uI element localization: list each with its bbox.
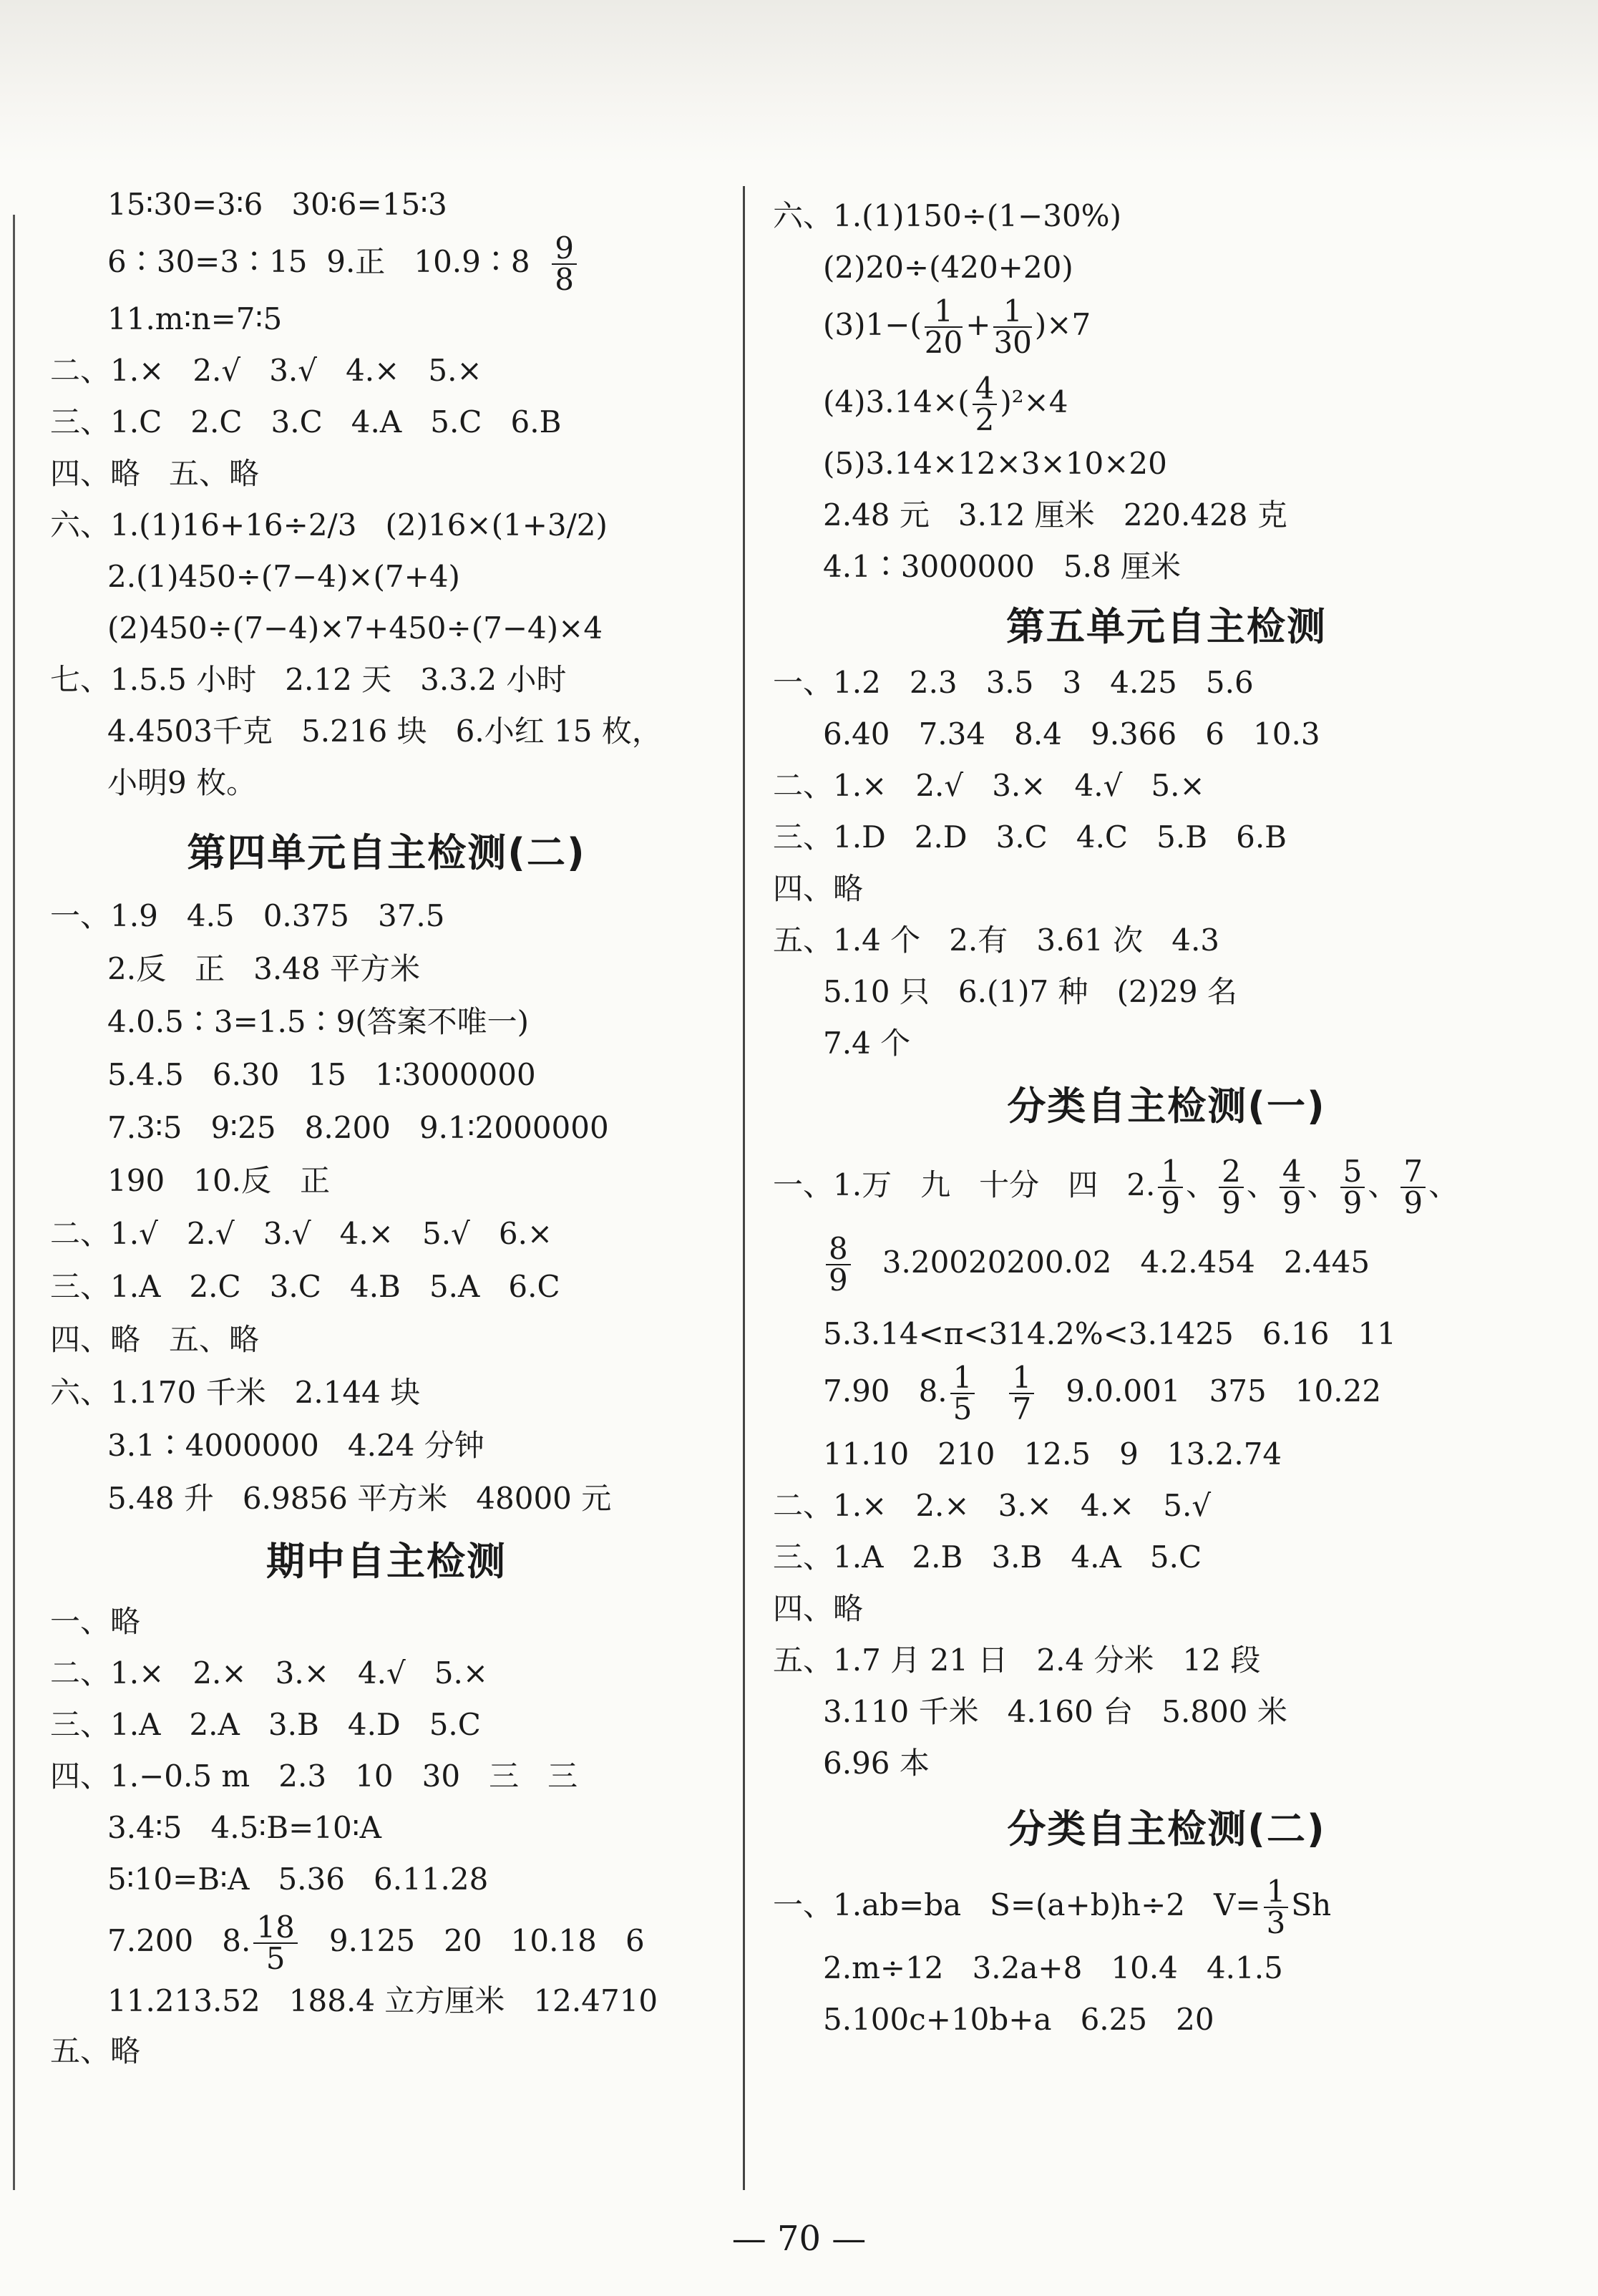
answer-line: (2)20÷(420+20) — [823, 250, 1073, 285]
answer-line: 一、1.2 2.3 3.5 3 4.25 5.6 — [773, 665, 1254, 700]
fraction: $\frac{1}{7}$ — [1009, 1363, 1034, 1424]
answer-line: 六、1.(1)16+16÷2/3 (2)16×(1+3/2) — [50, 507, 608, 543]
answer-line: 四、略 五、略 — [50, 456, 260, 491]
answer-line: 5.48 升 6.9856 平方米 48000 元 — [107, 1481, 612, 1516]
fraction: $\frac{8}{9}$ — [826, 1234, 851, 1295]
answer-line: 六、1.170 千米 2.144 块 — [50, 1375, 421, 1410]
answer-line: 五、1.4 个 2.有 3.61 次 4.3 — [773, 923, 1220, 958]
answer-line: 三、1.D 2.D 3.C 4.C 5.B 6.B — [773, 819, 1287, 855]
column-divider — [743, 186, 745, 2190]
page-number: — 70 — — [731, 2219, 867, 2259]
answer-line: 6∶30=3∶15 9.正 10.9∶8 $\frac{9}{8}$ — [50, 223, 723, 301]
answer-line: 二、1.× 2.× 3.× 4.√ 5.× — [50, 1655, 489, 1691]
fraction: $\frac{2}{9}$ — [1219, 1157, 1244, 1218]
answer-line: 五、1.7 月 21 日 2.4 分米 12 段 — [773, 1643, 1261, 1678]
answer-line: (2)450÷(7−4)×7+450÷(7−4)×4 — [107, 611, 603, 646]
answer-line: 一、1.ab=ba S=(a+b)h÷2 V= $\frac{1}{3}$ Sh — [773, 1874, 1332, 1940]
answer-line: 四、略 五、略 — [50, 1322, 260, 1357]
answer-line: 2.反 正 3.48 平方米 — [107, 951, 421, 986]
fraction: $\frac{1}{30}$ — [993, 293, 1032, 360]
answer-line: 3.4∶5 4.5∶B=10∶A — [107, 1810, 381, 1845]
answer-line: 一、略 — [50, 1604, 141, 1639]
answer-line: 4.4503千克 5.216 块 6.小红 15 枚， — [107, 714, 662, 749]
fraction: $\frac{1}{9}$ — [1158, 1157, 1183, 1218]
fraction: $\frac{1}{3}$ — [1264, 1877, 1289, 1938]
answer-line: (3)1−( $\frac{1}{20}$ + $\frac{1}{30}$ )×7 — [823, 293, 1091, 360]
answer-line: 5.10 只 6.(1)7 种 (2)29 名 — [823, 974, 1237, 1009]
answer-line: 二、1.× 2.√ 3.√ 4.× 5.× — [50, 353, 482, 388]
answer-line: 四、1.−0.5 m 2.3 10 30 三 三 — [50, 1759, 578, 1794]
answer-line: 二、1.× 2.√ 3.× 4.√ 5.× — [773, 768, 1205, 803]
answer-line: 6.96 本 — [823, 1746, 930, 1781]
answer-line: 四、略 — [773, 1591, 864, 1626]
answer-line: 一、1.9 4.5 0.375 37.5 — [50, 898, 445, 933]
answer-line: 15∶30=3∶6 30∶6=15∶3 — [107, 187, 447, 222]
answer-line: 2.m÷12 3.2a+8 10.4 4.1.5 — [823, 1950, 1283, 1985]
fraction: $\frac{7}{9}$ — [1400, 1157, 1426, 1218]
left-edge-rule — [13, 215, 15, 2190]
fraction: $\frac{5}{9}$ — [1340, 1157, 1365, 1218]
fraction: $\frac{1}{20}$ — [924, 293, 963, 360]
answer-line: 6.40 7.34 8.4 9.366 6 10.3 — [823, 716, 1320, 751]
answer-line: 六、1.(1)150÷(1−30%) — [773, 198, 1121, 233]
section-title: 第四单元自主检测(二) — [187, 830, 586, 875]
answer-line: 3.110 千米 4.160 台 5.800 米 — [823, 1694, 1287, 1729]
answer-line: 7.90 8. $\frac{1}{5}$ $\frac{1}{7}$ 9.0.001 375 10.22 — [823, 1360, 1382, 1426]
answer-line: 三、1.A 2.B 3.B 4.A 5.C — [773, 1539, 1202, 1575]
answer-line: (5)3.14×12×3×10×20 — [823, 446, 1167, 481]
fraction: $\frac{4}{9}$ — [1280, 1157, 1305, 1218]
section-title: 分类自主检测(一) — [1007, 1084, 1326, 1129]
section-title: 第五单元自主检测 — [1006, 604, 1327, 649]
answer-line: 7.4 个 — [823, 1026, 911, 1061]
answer-line: 小明9 枚。 — [107, 765, 257, 800]
answer-line: $\frac{8}{9}$ 3.20020200.02 4.2.454 2.445 — [773, 1224, 1560, 1301]
answer-line: 11.213.52 188.4 立方厘米 12.4710 — [107, 1983, 658, 2018]
answer-line: 5∶10=B∶A 5.36 6.11.28 — [107, 1862, 489, 1897]
answer-line: 2.48 元 3.12 厘米 220.428 克 — [823, 497, 1287, 532]
answer-line: 四、略 — [773, 871, 864, 906]
answer-line: 4.1∶3000000 5.8 厘米 — [823, 549, 1182, 584]
answer-line: 11.m∶n=7∶5 — [107, 301, 283, 336]
fraction: $\frac{1}{5}$ — [950, 1363, 975, 1424]
section-title: 分类自主检测(二) — [1007, 1806, 1326, 1852]
answer-line: 5.100c+10b+a 6.25 20 — [823, 2002, 1214, 2037]
answer-line: 一、1.万 九 十分 四 2. $\frac{1}{9}$ 、 $\frac{2}{9}$ 、 $\frac{4}{9}$ 、 $\frac{5}{9}$ 、 $\frac{7}{9}$ 、 — [773, 1154, 1459, 1220]
right-column — [773, 186, 1560, 2038]
fraction: $\frac{4}{2}$ — [973, 374, 998, 435]
answer-line: 5.4.5 6.30 15 1∶3000000 — [107, 1057, 536, 1092]
answer-line: (4)3.14×( $\frac{4}{2}$ )²×4 — [823, 371, 1068, 437]
answer-line: 5.3.14<π<314.2%<3.1425 6.16 11 — [823, 1316, 1396, 1351]
answer-line: 五、略 — [50, 2033, 141, 2068]
answer-line: 三、1.A 2.A 3.B 4.D 5.C — [50, 1707, 481, 1742]
fraction: $\frac{18}{5}$ — [253, 1912, 297, 1974]
answer-line: 2.(1)450÷(7−4)×(7+4) — [107, 559, 460, 594]
fraction: $\frac{9}{8}$ — [552, 233, 577, 295]
answer-line: 11.10 210 12.5 9 13.2.74 — [823, 1436, 1282, 1472]
answer-line: 3.1∶4000000 4.24 分钟 — [107, 1428, 484, 1463]
answer-line: 7.3∶5 9∶25 8.200 9.1∶2000000 — [107, 1110, 609, 1145]
answer-line: 二、1.× 2.× 3.× 4.× 5.√ — [773, 1488, 1212, 1523]
scan-top-band — [0, 0, 1598, 165]
answer-line: 七、1.5.5 小时 2.12 天 3.3.2 小时 — [50, 662, 567, 697]
answer-line: 二、1.√ 2.√ 3.√ 4.× 5.√ 6.× — [50, 1216, 553, 1251]
answer-line: 三、1.C 2.C 3.C 4.A 5.C 6.B — [50, 404, 562, 439]
answer-line: 190 10.反 正 — [107, 1163, 331, 1198]
answer-line: 4.0.5∶3=1.5∶9(答案不唯一) — [107, 1004, 530, 1039]
left-column — [50, 186, 723, 2070]
answer-line: 7.200 8. $\frac{18}{5}$ 9.125 20 10.18 6 — [107, 1910, 645, 1976]
section-title: 期中自主检测 — [266, 1539, 507, 1584]
answer-line: 三、1.A 2.C 3.C 4.B 5.A 6.C — [50, 1269, 560, 1304]
